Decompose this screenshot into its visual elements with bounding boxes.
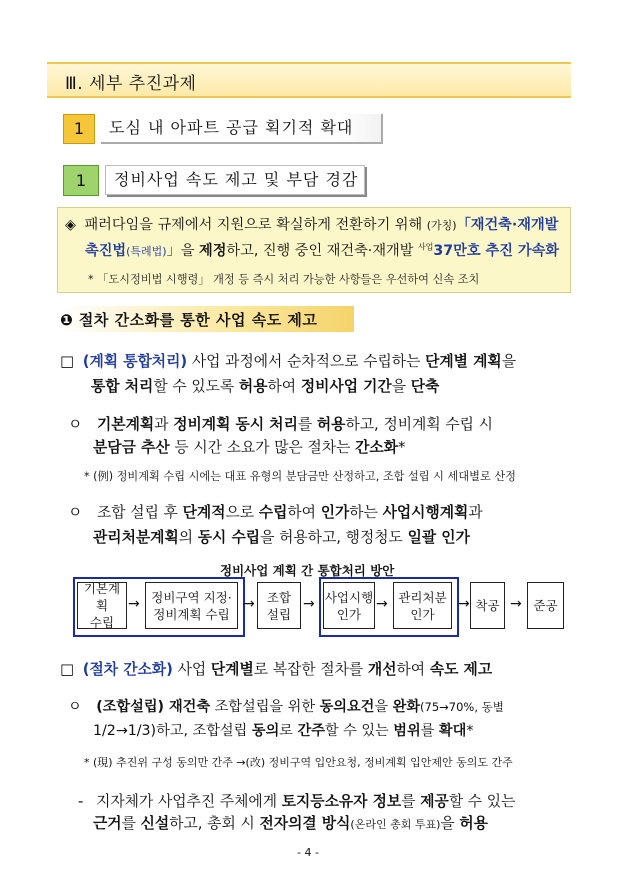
text: 하는 (349, 504, 383, 521)
text: 사업 (172, 661, 211, 678)
summary-text: 패러다임을 규제에서 지원으로 확실하게 전환하기 위해 (84, 217, 427, 233)
flow-step-label: 정비구역 지정· (151, 589, 232, 605)
item-basic-plan-line-1 (68, 413, 493, 434)
flow-step-label: 착공 (475, 598, 500, 613)
flow-step-management-approval (393, 582, 452, 629)
summary-text: 」을 (166, 243, 199, 259)
text-bold: 단계별 (210, 661, 254, 678)
heading-procedure-simplification (60, 306, 354, 332)
dash-bullet-icon: - (78, 793, 84, 810)
text: 로 복잡한 절차를 (253, 661, 368, 678)
flow-step-label: 인가 (336, 606, 362, 622)
summary-note: * 「도시정비법 시행령」 개정 등 즉시 처리 가능한 사항들은 우선하여 신속 조치 (88, 273, 480, 286)
summary-text: 하고, 진행 중인 재건축·재개발 (226, 243, 418, 259)
text: 로 (279, 723, 298, 739)
text: 을 (440, 815, 460, 832)
text-bold: 확대 (438, 723, 467, 739)
item-union-line-1 (68, 501, 483, 522)
text: 을 (391, 378, 411, 395)
text-bold: (조합설립) 재건축 (96, 699, 211, 715)
text-bold: 범위 (393, 723, 421, 739)
text: 하고, 정비계획 수립 시 (345, 416, 493, 433)
text: 조합설립을 위한 (210, 699, 320, 715)
text: 를 (401, 793, 421, 810)
circle-bullet-icon: ㅇ (68, 699, 82, 715)
text: 하여 (396, 661, 430, 678)
text: 을 (501, 353, 517, 370)
section-header (47, 62, 571, 98)
flow-step-label: 기본계획 (83, 581, 121, 613)
summary-tentative: (가칭) (426, 219, 457, 232)
item-union-line-2 (93, 526, 470, 547)
text-bold: 단계별 계획 (425, 353, 502, 370)
circle-bullet-icon: ㅇ (68, 416, 83, 433)
page-number: - 4 - (297, 846, 319, 859)
text: 을 (374, 699, 393, 715)
text-bold: 일괄 인가 (407, 529, 470, 546)
text-bold: 완화 (392, 699, 421, 715)
text-bold: 사업시행계획 (382, 504, 469, 521)
text-bold: 허용 (238, 378, 268, 395)
text: 으로 (225, 504, 259, 521)
text-bold: 분담금 추산 (93, 439, 170, 456)
text: 하여 (287, 504, 321, 521)
text-bold: 동시 수립 (197, 529, 261, 546)
flow-step-basic-plan (77, 582, 127, 629)
text: 등 시간 소요가 많은 절차는 (169, 439, 356, 456)
text: 의 (178, 529, 198, 546)
flow-step-label: 정비계획 수립 (153, 606, 230, 622)
text-bold: 전자의결 방식 (259, 815, 351, 832)
arrow-right-icon: → (243, 596, 255, 612)
diamond-bullet-icon: ◈ (65, 217, 76, 233)
summary-box (57, 207, 571, 293)
arrow-right-icon: → (376, 596, 388, 612)
text: 하여 (267, 378, 301, 395)
item-basic-plan-note: * (例) 정비계획 수립 시에는 대표 유형의 분담금만 산정하고, 조합 설립 시 세대별로 산정 (84, 470, 516, 483)
item-union-establishment-line-1 (68, 696, 504, 716)
subheading-1-number: 1 (63, 114, 95, 144)
text-bold: 근거 (93, 815, 122, 832)
flow-step-project-approval (323, 582, 375, 629)
text-bold: 단계적 (182, 504, 226, 521)
summary-law-name-2: 촉진법 (85, 243, 127, 259)
summary-target: 37만호 추진 가속화 (433, 243, 559, 259)
text: 과 (468, 504, 483, 521)
subheading-1-text: 도심 내 아파트 공급 획기적 확대 (109, 118, 354, 137)
text-bold: 수립 (258, 504, 288, 521)
summary-enact: 제정 (199, 243, 227, 259)
flow-title: 정비사업 계획 간 통합처리 방안 (220, 563, 395, 578)
arrow-right-icon: → (128, 596, 140, 612)
text-bold: 정비계획 동시 처리 (173, 416, 298, 433)
text: * (397, 439, 406, 456)
square-bullet-icon: □ (60, 353, 74, 370)
text: 을 허용하고, 행정청도 (260, 529, 408, 546)
flow-step-label: 조합 (266, 589, 292, 605)
text: 를 (121, 815, 141, 832)
flow-step-zone-designation (145, 582, 238, 629)
text-bold: 동의 (251, 723, 280, 739)
square-bullet-icon: □ (60, 661, 74, 678)
text-bold: 정비사업 기간 (300, 378, 392, 395)
text-small: (온라인 총회 투표) (350, 818, 441, 831)
text-bold: 제공 (420, 793, 449, 810)
flow-step-union (257, 582, 301, 629)
paragraph-procedure-simplification (60, 658, 492, 679)
tag-plan-integration: (계획 통합처리) (82, 353, 188, 370)
text-bold: 허용 (316, 416, 346, 433)
flow-step-label: 준공 (533, 598, 558, 613)
arrow-right-icon: → (303, 596, 315, 612)
text-bold: 허용 (459, 815, 488, 832)
text-bold: 토지등소유자 정보 (281, 793, 402, 810)
heading-text: ❶ 절차 간소화를 통한 사업 속도 제고 (60, 311, 318, 329)
flow-step-completion (527, 582, 564, 629)
subheading-2-number: 1 (63, 165, 99, 196)
subheading-2-text: 정비사업 속도 제고 및 부담 경감 (114, 170, 359, 189)
flow-step-label: 설립 (266, 606, 292, 622)
flow-step-label: 사업시행 (324, 589, 374, 605)
summary-line-1 (65, 214, 558, 234)
text: 1/2→1/3)하고, 조합설립 (93, 723, 252, 739)
text-bold: 간주 (297, 723, 325, 739)
text-bold: 기본계획 (97, 416, 155, 433)
text: 할 수 있는 (448, 793, 516, 810)
summary-law-name: 「재건축·재개발 (456, 217, 559, 233)
text: * (466, 723, 474, 739)
paragraph-plan-integration-line-1 (60, 350, 516, 371)
flow-step-label: 관리처분 (398, 589, 447, 605)
text: 하고, 총회 시 (169, 815, 260, 832)
summary-special-law: (특례법) (126, 245, 167, 258)
text-bold: 인가 (320, 504, 350, 521)
text: 할 수 있는 (324, 723, 394, 739)
subheading-1-title (101, 114, 383, 144)
text: 사업 과정에서 순차적으로 수립하는 (187, 353, 426, 370)
arrow-right-icon: → (458, 596, 470, 612)
text-bold: 동의요건 (319, 699, 375, 715)
text: 조합 설립 후 (97, 504, 183, 521)
arrow-right-icon: → (510, 596, 522, 612)
summary-sup: 사업 (417, 242, 434, 252)
text-bold: 간소화 (355, 439, 398, 456)
circle-bullet-icon: ㅇ (68, 504, 83, 521)
flow-step-label: 수립 (89, 615, 115, 630)
text-bold: 단축 (410, 378, 440, 395)
text-bold: 관리처분계획 (93, 529, 179, 546)
text-small: (75→70%, 동별 (420, 700, 504, 714)
text-bold: 통합 처리 (91, 378, 154, 395)
text: 과 (154, 416, 174, 433)
text-bold: 신설 (140, 815, 170, 832)
flow-step-construction (470, 582, 505, 629)
subheading-2-title (105, 165, 365, 195)
text: 지자체가 사업추진 주체에게 (96, 793, 282, 810)
item-basic-plan-line-2 (93, 436, 405, 457)
item-owner-info-line-1 (78, 790, 515, 811)
tag-procedure-simplification: (절차 간소화) (82, 661, 173, 678)
section-title: Ⅲ. 세부 추진과제 (65, 74, 197, 94)
item-owner-info-line-2 (93, 812, 488, 833)
text-bold: 속도 제고 (429, 661, 493, 678)
text: 를 (297, 416, 317, 433)
text-bold: 개선 (367, 661, 397, 678)
flow-step-label: 인가 (410, 606, 435, 622)
text: 를 (420, 723, 439, 739)
summary-line-2 (85, 240, 559, 260)
paragraph-plan-integration-line-2 (91, 375, 439, 396)
text: 할 수 있도록 (153, 378, 239, 395)
item-union-establishment-line-2 (93, 720, 473, 740)
item-union-establishment-note: * (現) 추진위 구성 동의만 간주 →(改) 정비구역 입안요청, 정비계획 입안제안 동의도 간주 (84, 756, 513, 769)
